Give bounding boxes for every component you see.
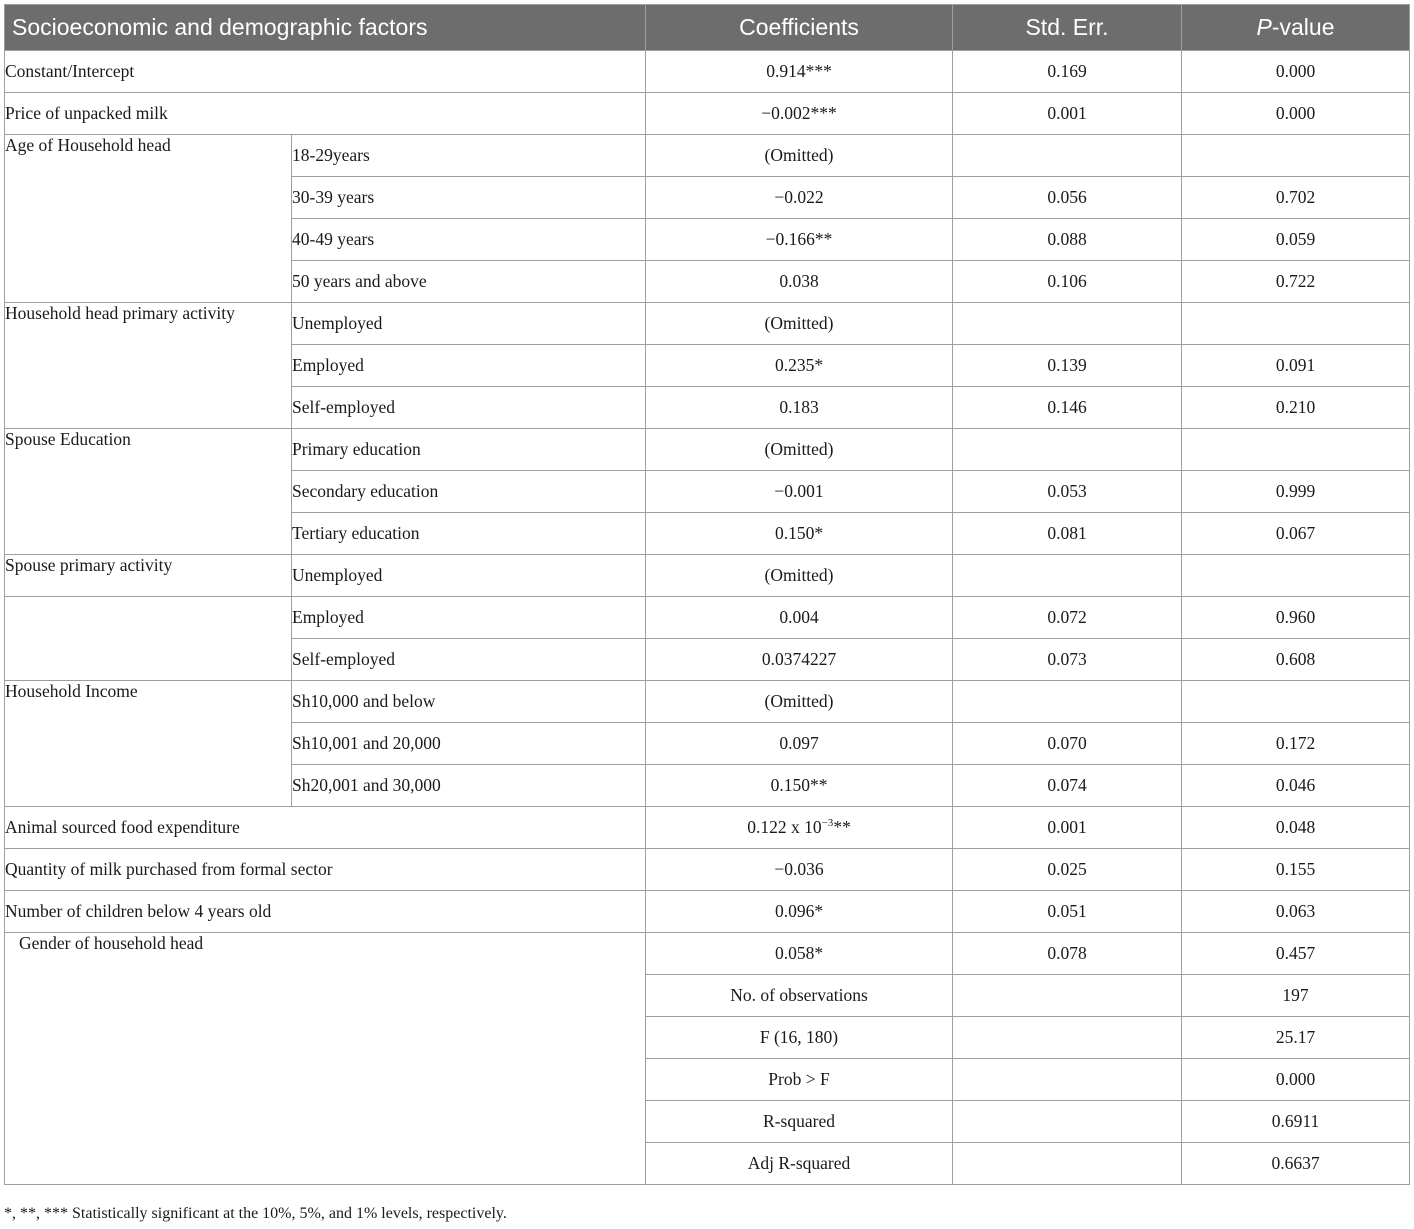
stat-value: 25.17	[1182, 1017, 1410, 1059]
p-cell: 0.702	[1182, 177, 1410, 219]
p-cell: 0.000	[1182, 93, 1410, 135]
se-cell: 0.070	[953, 723, 1182, 765]
se-cell: 0.078	[953, 933, 1182, 975]
group-label-spouse-education: Spouse Education	[5, 429, 292, 555]
coef-cell: 0.914***	[646, 51, 953, 93]
se-cell: 0.081	[953, 513, 1182, 555]
sub-label: Sh10,001 and 20,000	[292, 723, 646, 765]
row-label: Gender of household head	[5, 933, 646, 1185]
sub-label: Tertiary education	[292, 513, 646, 555]
se-cell: 0.056	[953, 177, 1182, 219]
se-cell: 0.001	[953, 93, 1182, 135]
se-cell: 0.051	[953, 891, 1182, 933]
stat-value: 0.6637	[1182, 1143, 1410, 1185]
sub-label: 40-49 years	[292, 219, 646, 261]
p-cell	[1182, 429, 1410, 471]
sub-label: Unemployed	[292, 303, 646, 345]
sub-label: Self-employed	[292, 387, 646, 429]
empty-group-cell	[5, 597, 292, 681]
se-cell: 0.088	[953, 219, 1182, 261]
coef-cell: −0.002***	[646, 93, 953, 135]
p-cell	[1182, 135, 1410, 177]
coef-cell: (Omitted)	[646, 429, 953, 471]
group-label-activity: Household head primary activity	[5, 303, 292, 429]
coef-cell: (Omitted)	[646, 135, 953, 177]
group-label-income: Household Income	[5, 681, 292, 807]
stat-label: Prob > F	[646, 1059, 953, 1101]
se-cell: 0.169	[953, 51, 1182, 93]
sub-label: 50 years and above	[292, 261, 646, 303]
table-row	[5, 891, 1410, 933]
table-row	[5, 555, 1410, 597]
coef-cell: −0.036	[646, 849, 953, 891]
coef-cell: 0.235*	[646, 345, 953, 387]
table-row	[5, 303, 1410, 345]
sub-label: Employed	[292, 597, 646, 639]
stat-label: R-squared	[646, 1101, 953, 1143]
row-label: Quantity of milk purchased from formal sector	[5, 849, 646, 891]
coef-cell: 0.150*	[646, 513, 953, 555]
p-cell	[1182, 303, 1410, 345]
table-row	[5, 849, 1410, 891]
p-cell: 0.059	[1182, 219, 1410, 261]
stat-value: 0.6911	[1182, 1101, 1410, 1143]
table-row	[5, 807, 1410, 849]
se-cell	[953, 681, 1182, 723]
coef-cell: −0.001	[646, 471, 953, 513]
sub-label: 30-39 years	[292, 177, 646, 219]
group-label-age: Age of Household head	[5, 135, 292, 303]
coef-cell: 0.058*	[646, 933, 953, 975]
se-cell: 0.072	[953, 597, 1182, 639]
sub-label: Unemployed	[292, 555, 646, 597]
stat-value: 197	[1182, 975, 1410, 1017]
sub-label: Employed	[292, 345, 646, 387]
coef-cell: 0.0374227	[646, 639, 953, 681]
se-cell	[953, 303, 1182, 345]
p-cell: 0.608	[1182, 639, 1410, 681]
coef-cell: −0.166**	[646, 219, 953, 261]
p-cell: 0.155	[1182, 849, 1410, 891]
se-cell	[953, 429, 1182, 471]
header-row	[5, 5, 1410, 51]
sub-label: Primary education	[292, 429, 646, 471]
stat-empty	[953, 1017, 1182, 1059]
p-cell: 0.172	[1182, 723, 1410, 765]
sub-label: Sh20,001 and 30,000	[292, 765, 646, 807]
p-cell: 0.048	[1182, 807, 1410, 849]
row-label: Constant/Intercept	[5, 51, 646, 93]
group-label-spouse-activity: Spouse primary activity	[5, 555, 292, 597]
regression-table	[4, 4, 1410, 1185]
coef-cell: −0.022	[646, 177, 953, 219]
sub-label: Sh10,000 and below	[292, 681, 646, 723]
stat-label: F (16, 180)	[646, 1017, 953, 1059]
se-cell: 0.074	[953, 765, 1182, 807]
table-row	[5, 93, 1410, 135]
p-cell: 0.063	[1182, 891, 1410, 933]
coef-cell: 0.150**	[646, 765, 953, 807]
header-std-err: Std. Err.	[953, 5, 1182, 51]
p-cell: 0.722	[1182, 261, 1410, 303]
p-cell: 0.960	[1182, 597, 1410, 639]
coef-cell: 0.096*	[646, 891, 953, 933]
row-label: Price of unpacked milk	[5, 93, 646, 135]
header-p-value: P-value	[1182, 5, 1410, 51]
p-cell: 0.457	[1182, 933, 1410, 975]
table-row	[5, 135, 1410, 177]
p-cell	[1182, 681, 1410, 723]
p-cell: 0.046	[1182, 765, 1410, 807]
se-cell: 0.106	[953, 261, 1182, 303]
p-cell: 0.091	[1182, 345, 1410, 387]
se-cell: 0.073	[953, 639, 1182, 681]
stat-label: Adj R-squared	[646, 1143, 953, 1185]
p-cell: 0.067	[1182, 513, 1410, 555]
row-label: Number of children below 4 years old	[5, 891, 646, 933]
se-cell: 0.146	[953, 387, 1182, 429]
stat-label: No. of observations	[646, 975, 953, 1017]
se-cell	[953, 135, 1182, 177]
coef-cell: 0.097	[646, 723, 953, 765]
coef-cell: (Omitted)	[646, 681, 953, 723]
sub-label: Self-employed	[292, 639, 646, 681]
header-factors: Socioeconomic and demographic factors	[5, 5, 646, 51]
stat-empty	[953, 1059, 1182, 1101]
p-cell	[1182, 555, 1410, 597]
stat-value: 0.000	[1182, 1059, 1410, 1101]
sub-label: 18-29years	[292, 135, 646, 177]
coef-cell: 0.038	[646, 261, 953, 303]
table-row	[5, 597, 1410, 639]
table-row	[5, 933, 1410, 975]
table-row	[5, 681, 1410, 723]
header-coefficients: Coefficients	[646, 5, 953, 51]
p-cell: 0.000	[1182, 51, 1410, 93]
stat-empty	[953, 1143, 1182, 1185]
se-cell: 0.139	[953, 345, 1182, 387]
se-cell	[953, 555, 1182, 597]
table-row	[5, 429, 1410, 471]
p-cell: 0.999	[1182, 471, 1410, 513]
coef-cell: 0.122 x $10^{-3}**$	[646, 807, 953, 849]
se-cell: 0.001	[953, 807, 1182, 849]
coef-cell: 0.004	[646, 597, 953, 639]
se-cell: 0.025	[953, 849, 1182, 891]
se-cell: 0.053	[953, 471, 1182, 513]
p-cell: 0.210	[1182, 387, 1410, 429]
row-label: Animal sourced food expenditure	[5, 807, 646, 849]
coef-cell: (Omitted)	[646, 555, 953, 597]
coef-cell: 0.183	[646, 387, 953, 429]
sub-label: Secondary education	[292, 471, 646, 513]
coef-cell: (Omitted)	[646, 303, 953, 345]
table-row	[5, 51, 1410, 93]
table-footnote: *, **, *** Statistically significant at the 10%, 5%, and 1% levels, respectively.	[4, 1205, 507, 1222]
stat-empty	[953, 975, 1182, 1017]
stat-empty	[953, 1101, 1182, 1143]
